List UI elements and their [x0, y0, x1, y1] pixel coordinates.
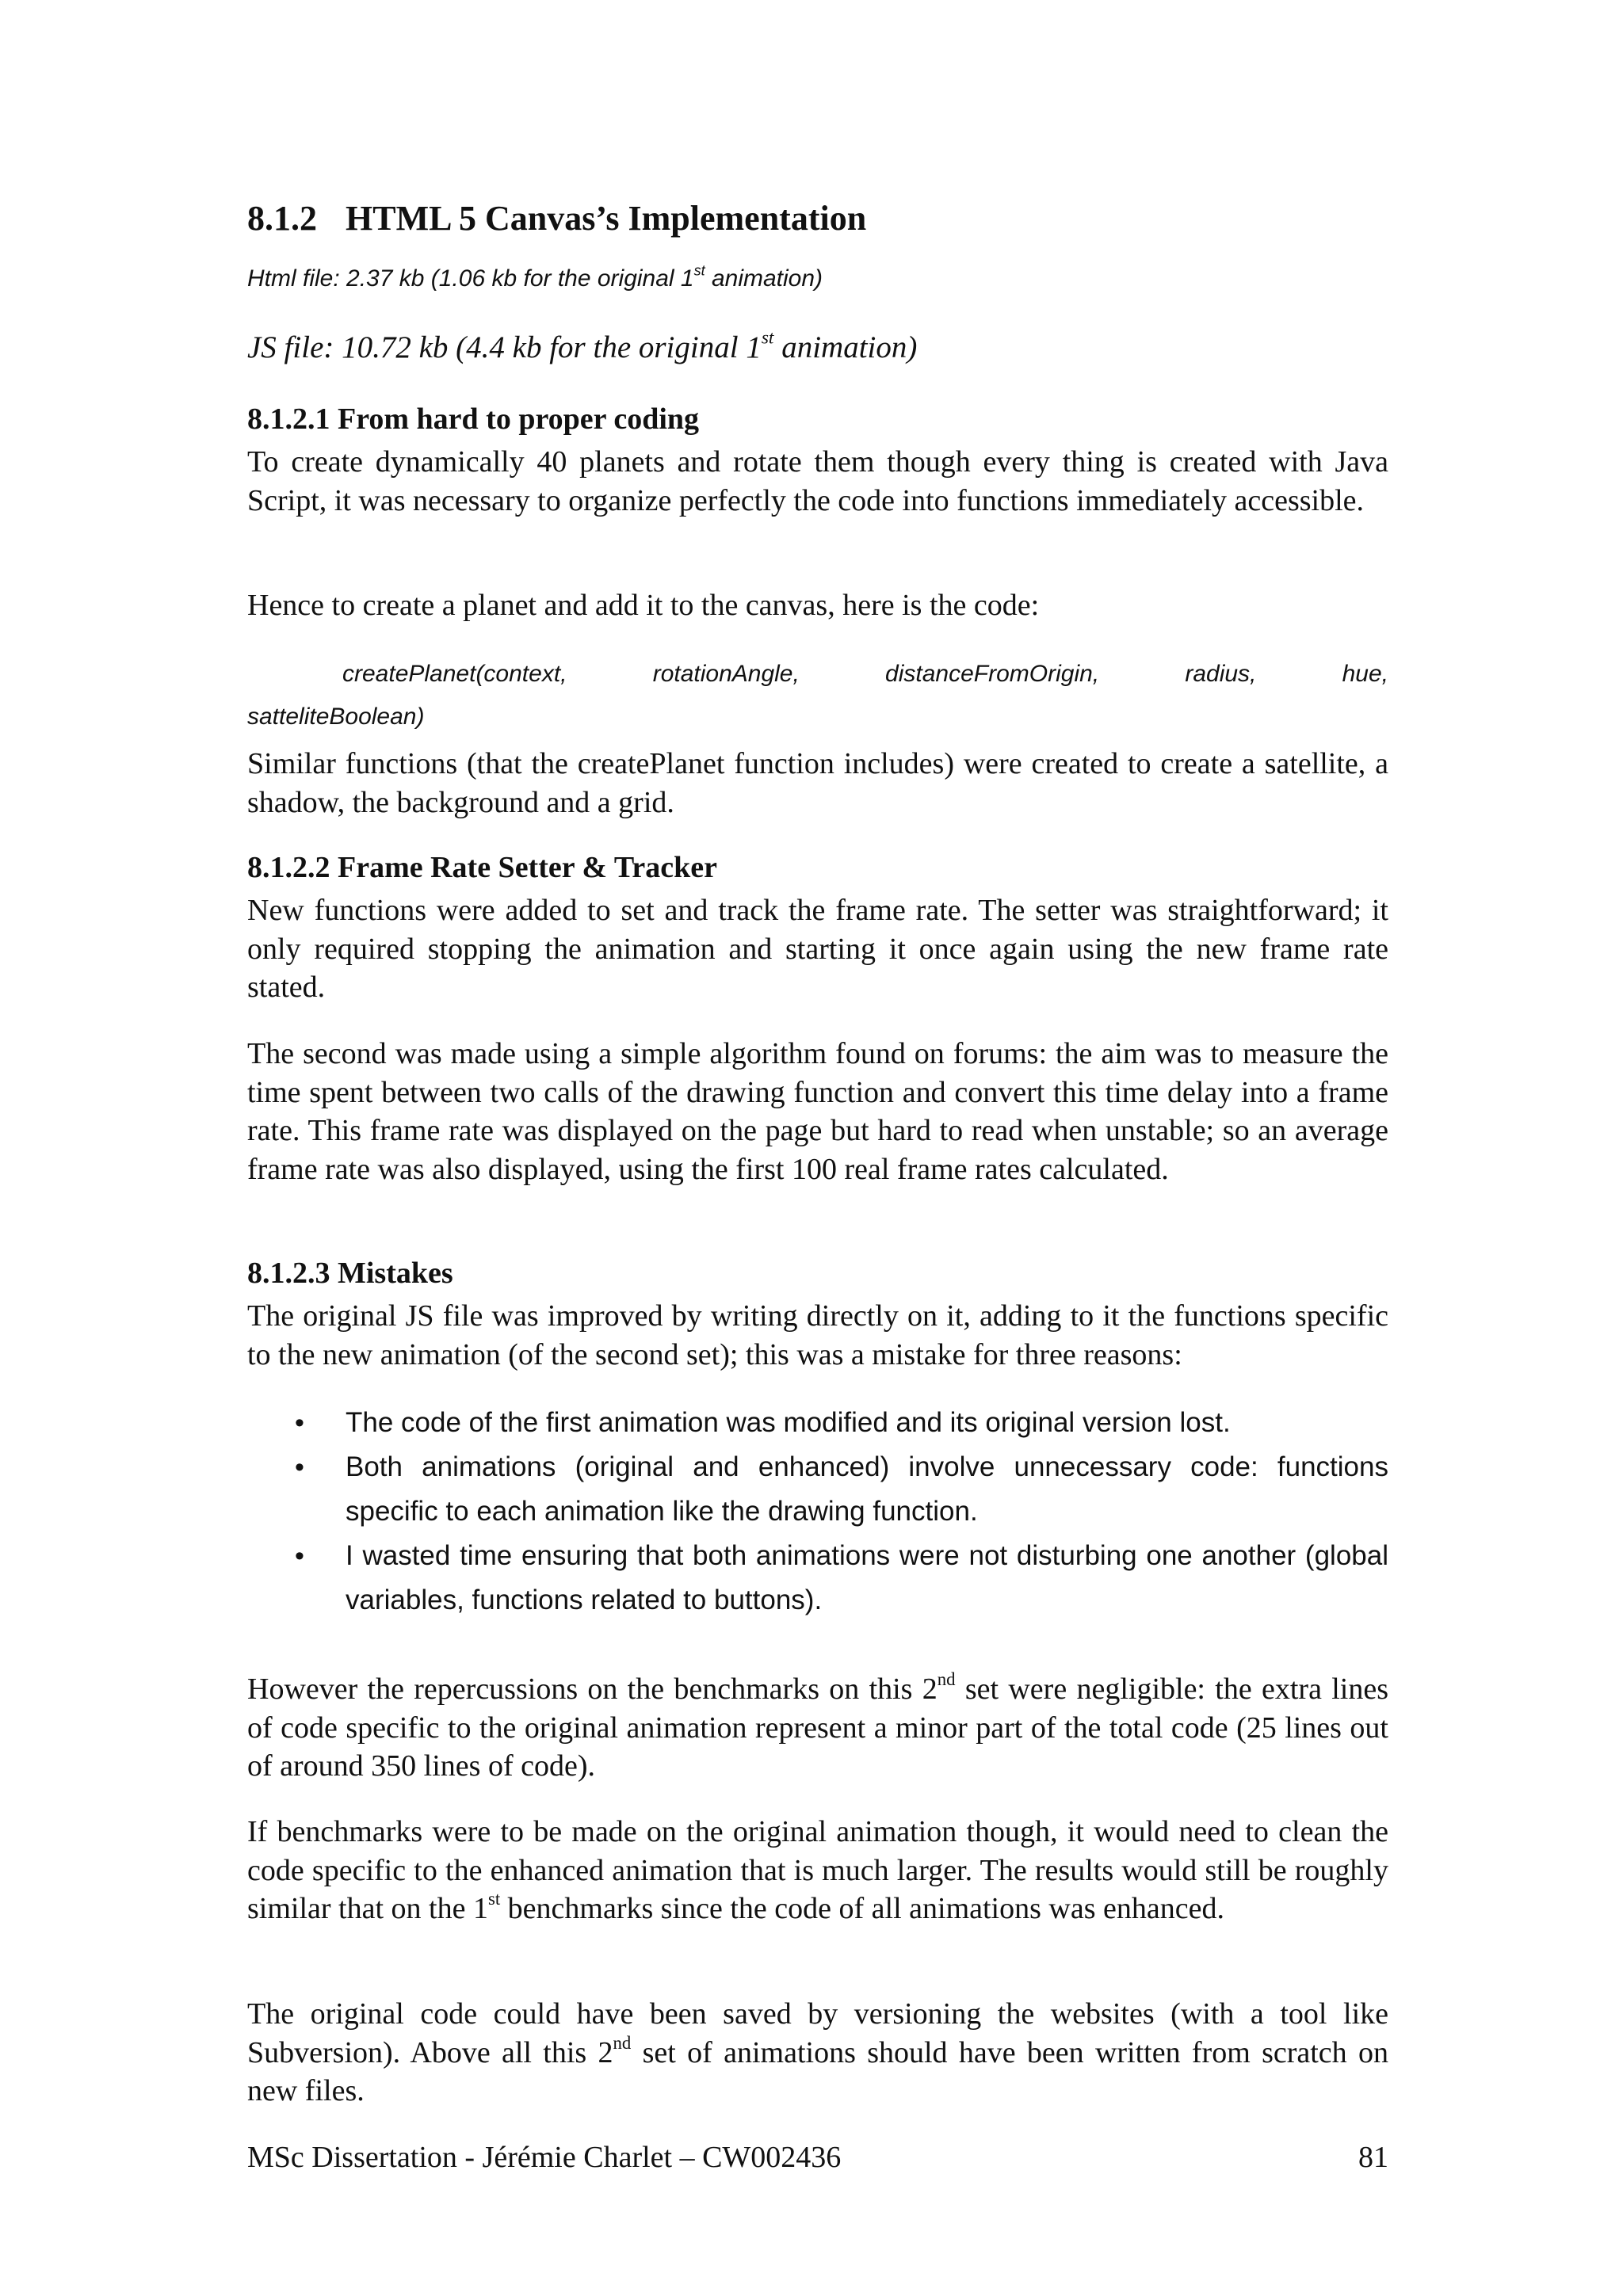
code-token: distanceFromOrigin, [885, 661, 1100, 687]
list-item: • The code of the first animation was modified and its original version lost. [247, 1401, 1388, 1445]
code-token: radius, [1185, 661, 1257, 687]
html-file-size: Html file: 2.37 kb (1.06 kb for the original 1st animation) [247, 262, 823, 292]
bullet-icon: • [295, 1452, 304, 1482]
code-create-planet [247, 653, 1388, 738]
list-item: • I wasted time ensuring that both animations were not disturbing one another (global variables, functions related to buttons). [247, 1534, 1388, 1623]
code-line-2: satteliteBoolean) [247, 704, 425, 730]
section-number: 8.1.2 [247, 199, 317, 238]
paragraph-original-js: The original JS file was improved by writing directly on it, adding to it the functions specific to the new animation (of the second set); this was a mistake for three reasons: [247, 1299, 1388, 1371]
paragraph-frame-rate-setter: New functions were added to set and track the frame rate. The setter was straightforward; it only required stopping the animation and starting it once again using the new frame rate stated. [247, 894, 1388, 1004]
paragraph-repercussions: However the repercussions on the benchmarks on this 2nd set were negligible: the extra lines of code specific to the original animation represent a minor part of the total code (25 lines out of around 350 lines of code). [247, 1669, 1388, 1783]
subsection-heading-proper-coding: 8.1.2.1 From hard to proper coding [247, 402, 700, 436]
paragraph-create-planet-intro: Hence to create a planet and add it to the canvas, here is the code: [247, 589, 1040, 622]
paragraph-similar-functions: Similar functions (that the createPlanet function includes) were created to create a satellite, a shadow, the background and a grid. [247, 747, 1388, 819]
subsection-heading-mistakes: 8.1.2.3 Mistakes [247, 1257, 453, 1290]
mistakes-list [247, 1401, 1388, 1623]
code-token: rotationAngle, [652, 661, 800, 687]
bullet-icon: • [295, 1408, 304, 1438]
paragraph-benchmarks: If benchmarks were to be made on the original animation though, it would need to clean the code specific to the enhanced animation that is much larger. The results would still be roughly similar that on the 1st benchmarks since the code of all animations was enhanced. [247, 1815, 1388, 1925]
list-item: • Both animations (original and enhanced) involve unnecessary code: functions specific to each animation like the drawing function. [247, 1445, 1388, 1534]
subsection-heading-frame-rate: 8.1.2.2 Frame Rate Setter & Tracker [247, 851, 718, 884]
paragraph-frame-rate-tracker: The second was made using a simple algorithm found on forums: the aim was to measure the time spent between two calls of the drawing function and convert this time delay into a frame rate. This frame rate was displayed on the page but hard to read when unstable; so an average frame rate was also displayed, using the first 100 real frame rates calculated. [247, 1037, 1388, 1186]
section-heading [247, 195, 866, 242]
js-file-size: JS file: 10.72 kb (4.4 kb for the original 1st animation) [247, 327, 918, 364]
code-line-1 [247, 653, 1388, 696]
section-title: HTML 5 Canvas’s Implementation [346, 199, 867, 238]
bullet-icon: • [295, 1541, 304, 1571]
page-footer [247, 2138, 1388, 2177]
footer-author: MSc Dissertation - Jérémie Charlet – CW002436 [247, 2141, 842, 2174]
paragraph-dynamic-planets: To create dynamically 40 planets and rotate them though every thing is created with Java Script, it was necessary to organize perfectly the code into functions immediately accessible. [247, 445, 1388, 517]
page-number: 81 [1358, 2141, 1388, 2174]
code-token: hue, [1342, 661, 1388, 687]
paragraph-versioning: The original code could have been saved by versioning the websites (with a tool like Subversion). Above all this 2nd set of animations should have been written from scratch on new files. [247, 1997, 1388, 2107]
code-token: createPlanet(context, [342, 661, 567, 687]
